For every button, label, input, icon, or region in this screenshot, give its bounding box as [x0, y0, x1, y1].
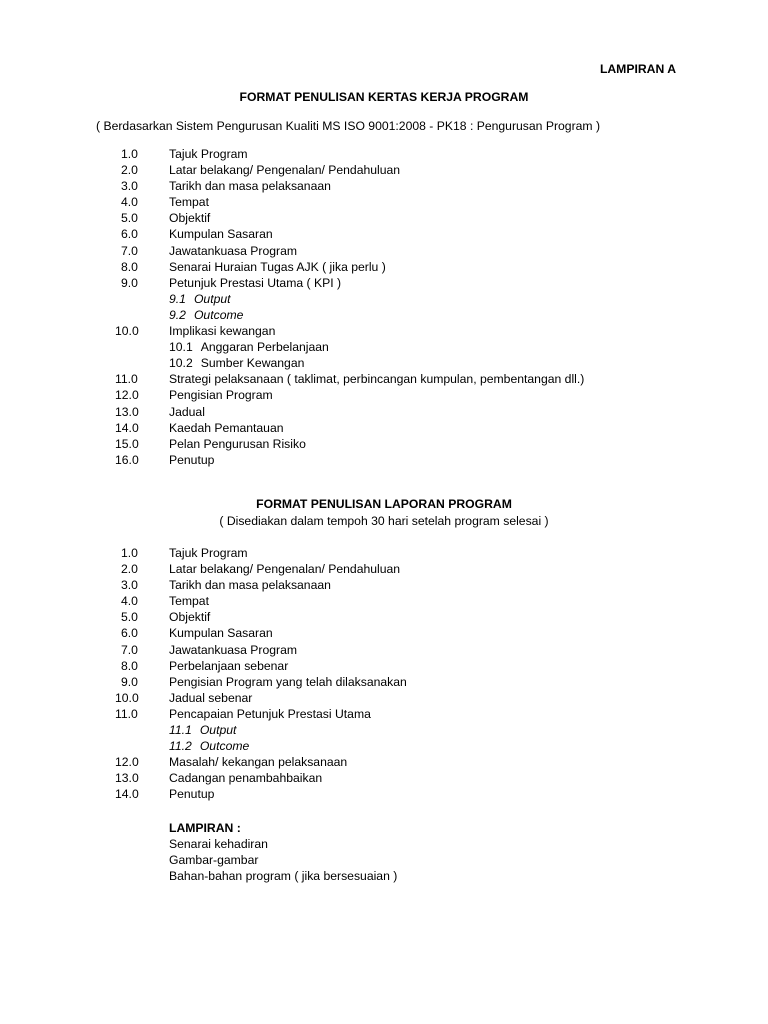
item-number: 3.0	[121, 179, 138, 194]
list-item	[0, 146, 768, 162]
sub-item-text: Output	[193, 291, 231, 306]
list-item	[0, 275, 768, 291]
item-text: Penutup	[169, 452, 215, 467]
item-number: 14.0	[115, 420, 139, 435]
item-number: 10.0	[115, 324, 139, 339]
attachments-list	[169, 836, 397, 884]
list-item	[0, 770, 768, 786]
sub-item-number: 9.2	[169, 307, 186, 322]
list-item	[0, 339, 768, 355]
list-item	[0, 259, 768, 275]
list-item	[0, 355, 768, 371]
item-text: Senarai Huraian Tugas AJK ( jika perlu )	[169, 259, 386, 274]
list-item	[0, 609, 768, 625]
list-item	[0, 436, 768, 452]
item-text: Tarikh dan masa pelaksanaan	[169, 578, 331, 593]
sub-item-text: Output	[199, 723, 237, 738]
attachment-item: Gambar-gambar	[169, 853, 259, 868]
sub-item-number: 11.2	[169, 739, 192, 754]
list-item	[0, 690, 768, 706]
item-number: 13.0	[115, 404, 139, 419]
item-text: Tempat	[169, 594, 209, 609]
item-number: 8.0	[121, 658, 138, 673]
item-number: 8.0	[121, 259, 138, 274]
section1-subtitle: ( Berdasarkan Sistem Pengurusan Kualiti MS ISO 9001:2008 - PK18 : Pengurusan Program )	[96, 119, 601, 133]
list-item	[0, 387, 768, 403]
list-item	[0, 738, 768, 754]
item-text: Kumpulan Sasaran	[169, 227, 273, 242]
item-text: Jadual	[169, 404, 205, 419]
appendix-label: LAMPIRAN A	[599, 62, 676, 76]
item-number: 13.0	[115, 771, 139, 786]
item-text: Implikasi kewangan	[169, 324, 276, 339]
sub-item	[169, 307, 243, 323]
list-item	[0, 420, 768, 436]
sub-item-number: 10.2	[169, 356, 193, 371]
section2-list	[0, 545, 768, 803]
item-number: 11.0	[115, 706, 138, 721]
item-number: 9.0	[121, 674, 138, 689]
item-text: Pengisian Program yang telah dilaksanakan	[169, 674, 407, 689]
item-number: 3.0	[121, 578, 138, 593]
item-text: Tajuk Program	[169, 546, 248, 560]
list-item	[0, 162, 768, 178]
item-number: 14.0	[115, 787, 139, 802]
item-number: 4.0	[121, 594, 138, 609]
sub-item	[169, 355, 304, 371]
list-item	[0, 625, 768, 641]
item-text: Penutup	[169, 787, 215, 802]
item-text: Latar belakang/ Pengenalan/ Pendahuluan	[169, 562, 401, 577]
item-number: 15.0	[115, 436, 139, 451]
item-number: 1.0	[121, 147, 138, 161]
item-number: 16.0	[115, 452, 139, 467]
attachment-item: Senarai kehadiran	[169, 837, 268, 851]
sub-item-text: Outcome	[199, 739, 250, 754]
list-item	[0, 226, 768, 242]
item-text: Tempat	[169, 195, 209, 210]
item-text: Masalah/ kekangan pelaksanaan	[169, 755, 348, 770]
section1-title: FORMAT PENULISAN KERTAS KERJA PROGRAM	[239, 90, 529, 104]
list-item	[0, 307, 768, 323]
item-number: 6.0	[121, 626, 138, 641]
section2-subtitle: ( Disediakan dalam tempoh 30 hari setelah program selesai )	[219, 514, 549, 528]
item-number: 2.0	[121, 163, 138, 178]
item-number: 10.0	[115, 690, 139, 705]
item-text: Pengisian Program	[169, 388, 273, 403]
list-item	[0, 593, 768, 609]
item-text: Tarikh dan masa pelaksanaan	[169, 179, 331, 194]
item-number: 7.0	[121, 642, 138, 657]
item-text: Jadual sebenar	[169, 690, 253, 705]
list-item	[0, 674, 768, 690]
attachment-item: Bahan-bahan program ( jika bersesuaian )	[169, 869, 398, 884]
item-number: 5.0	[121, 211, 138, 226]
list-item	[0, 243, 768, 259]
item-text: Kumpulan Sasaran	[169, 626, 273, 641]
list-item	[0, 178, 768, 194]
list-item	[0, 371, 768, 387]
item-number: 12.0	[115, 388, 139, 403]
item-text: Cadangan penambahbaikan	[169, 771, 323, 786]
list-item	[0, 323, 768, 339]
sub-item	[169, 722, 236, 738]
list-item	[0, 786, 768, 802]
list-item	[0, 545, 768, 561]
list-item	[0, 706, 768, 722]
item-text: Pelan Pengurusan Risiko	[169, 436, 306, 451]
section2-title: FORMAT PENULISAN LAPORAN PROGRAM	[256, 497, 512, 511]
item-text: Tajuk Program	[169, 147, 248, 161]
sub-item-text: Anggaran Perbelanjaan	[200, 340, 329, 355]
sub-item	[169, 291, 231, 307]
item-text: Petunjuk Prestasi Utama ( KPI )	[169, 275, 342, 290]
item-number: 1.0	[121, 546, 138, 560]
list-item	[0, 642, 768, 658]
list-item	[0, 291, 768, 307]
item-number: 9.0	[121, 275, 138, 290]
sub-item	[169, 339, 329, 355]
section1-list	[0, 146, 768, 468]
list-item	[0, 577, 768, 593]
item-text: Pencapaian Petunjuk Prestasi Utama	[169, 706, 371, 721]
item-number: 11.0	[115, 372, 138, 387]
item-text: Jawatankuasa Program	[169, 642, 298, 657]
item-number: 12.0	[115, 755, 139, 770]
item-text: Jawatankuasa Program	[169, 243, 298, 258]
list-item	[0, 658, 768, 674]
sub-item	[169, 738, 249, 754]
item-text: Perbelanjaan sebenar	[169, 658, 289, 673]
attachments-title: LAMPIRAN :	[169, 821, 241, 835]
sub-item-text: Sumber Kewangan	[200, 356, 305, 371]
item-number: 7.0	[121, 243, 138, 258]
item-text: Objektif	[169, 610, 211, 625]
item-text: Strategi pelaksanaan ( taklimat, perbincangan kumpulan, pembentangan dll.)	[169, 372, 585, 387]
item-number: 2.0	[121, 562, 138, 577]
sub-item-number: 9.1	[169, 291, 186, 306]
item-text: Objektif	[169, 211, 211, 226]
list-item	[0, 561, 768, 577]
list-item	[0, 452, 768, 468]
list-item	[0, 722, 768, 738]
list-item	[0, 210, 768, 226]
sub-item-text: Outcome	[193, 307, 244, 322]
list-item	[0, 404, 768, 420]
item-number: 4.0	[121, 195, 138, 210]
item-number: 5.0	[121, 610, 138, 625]
list-item	[0, 754, 768, 770]
list-item	[0, 194, 768, 210]
item-text: Latar belakang/ Pengenalan/ Pendahuluan	[169, 163, 401, 178]
item-number: 6.0	[121, 227, 138, 242]
sub-item-number: 10.1	[169, 340, 193, 355]
sub-item-number: 11.1	[169, 723, 192, 738]
item-text: Kaedah Pemantauan	[169, 420, 284, 435]
